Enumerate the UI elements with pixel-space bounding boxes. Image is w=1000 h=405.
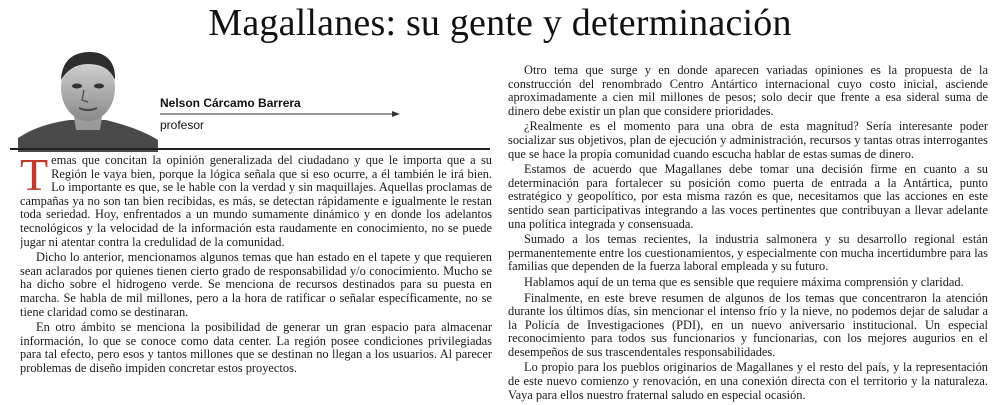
article-title: Magallanes: su gente y determinación bbox=[208, 2, 792, 44]
divider-rule bbox=[10, 148, 490, 150]
drop-cap: T bbox=[20, 154, 49, 200]
author-name: Nelson Cárcamo Barrera bbox=[160, 96, 301, 110]
paragraph: Finalmente, en este breve resumen de algunos de los temas que concentraron la atención durante los últimos días, sin mencionar el intenso frío y la nieve, no podemos dejar de saludar a la Policía de Investigaciones (PDI), en un nuevo aniversario institucional. Un especial reconocimiento para todos sus funcionarios y funcionarias, con los mejores augurios en el desempeños de sus trascendentales responsabilidades. bbox=[508, 290, 988, 359]
paragraph: Hablamos aquí de un tema que es sensible que requiere máxima comprensión y claridad. bbox=[524, 274, 964, 289]
author-byline bbox=[160, 96, 490, 132]
paragraph: Estamos de acuerdo que Magallanes debe tomar una decisión firme en cuanto a su determinación para fortalecer su posición como puerta de entrada a la Antártica, punto estratégico y geopolítico, por esta misma razón es que, necesitamos que las acciones en este sentido sean participativas integrando a las voces pertinentes que contribuyan a llevar adelante una política integrada y consensuada. bbox=[508, 162, 988, 231]
author-role: profesor bbox=[160, 118, 205, 132]
article-column-left bbox=[20, 154, 492, 400]
paragraph: Sumado a los temas recientes, la industria salmonera y su desarrollo regional están permanentemente entre los cuestionamientos, y especialmente con mucha incertidumbre para las familias que dependen de la fuerza laboral empleada y su futuro. bbox=[508, 232, 988, 274]
author-portrait bbox=[18, 46, 158, 152]
paragraph: Dicho lo anterior, mencionamos algunos temas que han estado en el tapete y que requieren sean aclarados por quienes tienen cierto grado de responsabilidad y/o conocimiento. Mucho se ha dicho sobre el hidrogeno verde. Se menciona de recursos destinados para su puesta en marcha. Se habla de mil millones, pero a la hora de ratificar o señalar específicamente, no se tiene claridad como se destinaran. bbox=[20, 250, 492, 319]
paragraph: Temas que concitan la opinión generalizada del ciudadano y que le importa que a su Región le vaya bien, porque la lógica señala que si eso ocurre, a él también le irá bien. Lo importante es que, se le hable con la verdad y sin maquillajes. Aquellas proclamas de campañas ya no son tan bien recibidas, es más, se detectan rápidamente e igualmente le restan toda seriedad. Hoy, enfrentados a un mundo sumamente dinámico y en donde los adelantos tecnológicos y la velocidad de la información esta raudamente en conocimiento, no se puede jugar ni atentar contra la credulidad de la comunidad. bbox=[20, 154, 492, 249]
paragraph: En otro ámbito se menciona la posibilidad de generar un gran espacio para almacenar información, lo que se conoce como data center. La región posee condiciones privilegiadas para tal efecto, pero esos y tantos millones que se destinan no llegan a los usuarios. Al parecer problemas de diseño impiden concretar estos proyectos. bbox=[20, 320, 492, 375]
paragraph: ¿Realmente es el momento para una obra de esta magnitud? Sería interesante poder socializar sus objetivos, plan de ejecución y administración, recursos y tantas otras interrogantes que se hace la propia comunidad cuando escucha hablar de estas sumas de dinero. bbox=[508, 119, 988, 161]
paragraph: Lo propio para los pueblos originarios de Magallanes y el resto del país, y la representación de este nuevo comienzo y renovación, en una conexión directa con el territorio y la naturaleza. Vaya para ellos nuestro fraternal saludo en especial ocasión. bbox=[508, 360, 988, 402]
article-column-right bbox=[508, 64, 988, 402]
paragraph: Otro tema que surge y en donde aparecen variadas opiniones es la propuesta de la construcción del renombrado Centro Antártico internacional cuyo costo inicial, asciende aproximadamente a cien mil millones de pesos; solo decir que frente a esa sideral suma de dinero debe existir un plan que considere prioridades. bbox=[508, 64, 988, 118]
